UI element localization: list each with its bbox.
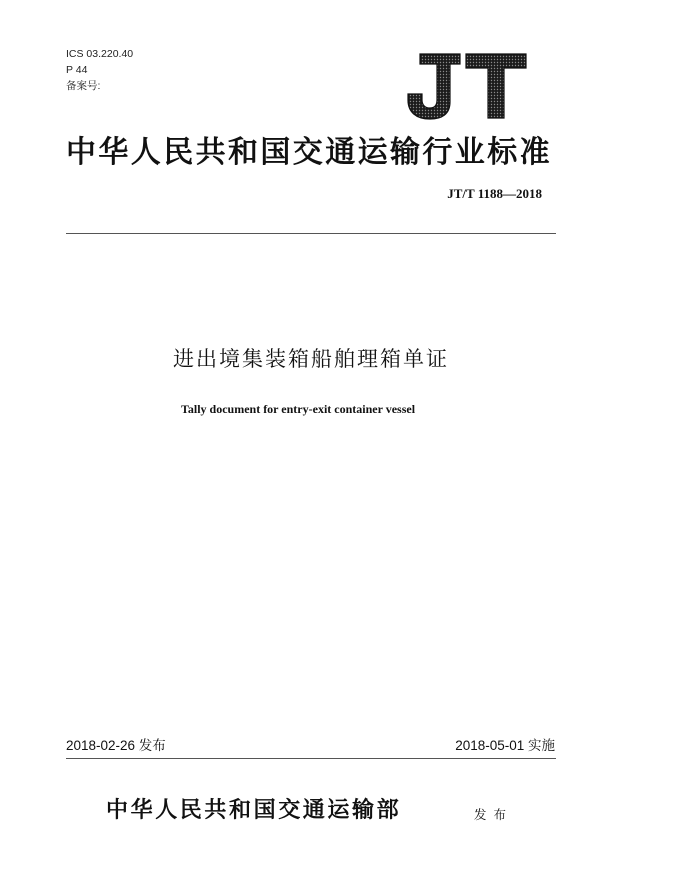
bottom-divider <box>66 758 556 759</box>
ccs-code: P 44 <box>66 64 88 76</box>
publisher-name: 中华人民共和国交通运输部 <box>106 798 402 823</box>
standard-number: JT/T 1188—2018 <box>447 186 542 201</box>
document-title-chinese: 进出境集装箱船舶理箱单证 <box>173 347 449 371</box>
document-title-english: Tally document for entry-exit container vessel <box>180 402 416 416</box>
top-divider <box>66 233 556 234</box>
standard-category-title: 中华人民共和国交通运输行业标准 <box>66 135 552 170</box>
implementation-date: 2018-05-01 实施 <box>455 738 555 753</box>
publisher-suffix: 发布 <box>474 807 514 822</box>
record-number-label: 备案号: <box>66 80 101 92</box>
jt-logo <box>400 52 528 120</box>
issue-date: 2018-02-26 发布 <box>66 738 166 753</box>
ics-code: ICS 03.220.40 <box>66 48 134 60</box>
